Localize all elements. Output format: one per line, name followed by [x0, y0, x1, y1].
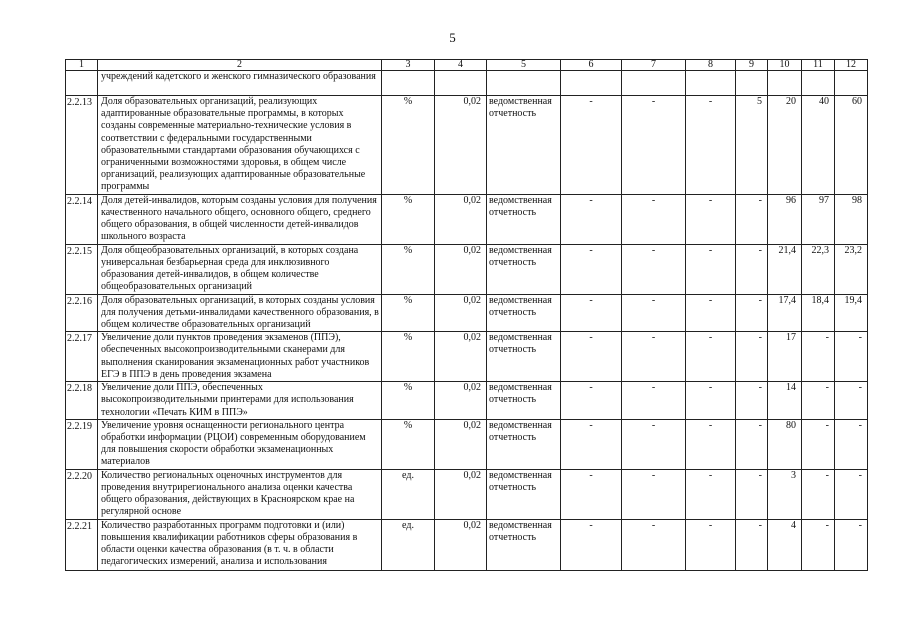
cell-code: 2.2.15: [66, 244, 98, 294]
cell-c12: -: [835, 469, 868, 519]
cell-c6: -: [561, 419, 622, 469]
cell-unit: %: [382, 419, 435, 469]
cell-c12: 98: [835, 194, 868, 244]
cell-c10: 4: [768, 519, 802, 570]
header-cell: 7: [622, 60, 686, 71]
table-row: [66, 469, 868, 519]
cell-c11: 22,3: [802, 244, 835, 294]
cell-name: Количество разработанных программ подготовки и (или) повышения квалификации работников сферы образования в области оценки качества образования (в т. ч. в области педагогических измерений, анализа и использования: [98, 519, 382, 570]
cell-c8: -: [686, 469, 736, 519]
cell-c9: -: [736, 382, 768, 420]
cell-c11: 18,4: [802, 294, 835, 332]
cell-c11: -: [802, 332, 835, 382]
cell-unit: %: [382, 294, 435, 332]
cell-c7: -: [622, 519, 686, 570]
cell-c6: -: [561, 469, 622, 519]
cell-c12: 19,4: [835, 294, 868, 332]
cell-name: Увеличение уровня оснащенности регионального центра обработки информации (РЦОИ) современным оборудованием для повышения скорости обработки экзаменационных материалов: [98, 419, 382, 469]
cell-c10: 17,4: [768, 294, 802, 332]
header-cell: 1: [66, 60, 98, 71]
cell-c12: [835, 71, 868, 96]
cell-code: 2.2.18: [66, 382, 98, 420]
cell-name: Увеличение доли пунктов проведения экзаменов (ППЭ), обеспеченных высокопроизводительными сканерами для выполнения сканирования экзаменационных работ участников ЕГЭ в ППЭ в день проведения экзамена: [98, 332, 382, 382]
cell-c10: 17: [768, 332, 802, 382]
table-row: [66, 71, 868, 96]
cell-weight: 0,02: [435, 96, 487, 195]
cell-source: ведомственная отчетность: [487, 194, 561, 244]
cell-c10: 21,4: [768, 244, 802, 294]
cell-code: 2.2.20: [66, 469, 98, 519]
cell-c12: 23,2: [835, 244, 868, 294]
cell-c12: -: [835, 519, 868, 570]
header-cell: 4: [435, 60, 487, 71]
cell-c8: -: [686, 419, 736, 469]
page-number: 5: [449, 30, 456, 45]
cell-code: [66, 71, 98, 96]
cell-c11: 97: [802, 194, 835, 244]
cell-c12: 60: [835, 96, 868, 195]
table-row: [66, 96, 868, 195]
cell-c10: 80: [768, 419, 802, 469]
table-row: [66, 244, 868, 294]
table-row: [66, 332, 868, 382]
cell-weight: 0,02: [435, 244, 487, 294]
cell-c6: [561, 71, 622, 96]
cell-c8: -: [686, 332, 736, 382]
cell-c6: -: [561, 382, 622, 420]
cell-unit: %: [382, 96, 435, 195]
table-row: [66, 382, 868, 420]
cell-c7: -: [622, 244, 686, 294]
cell-name: Доля образовательных организаций, в которых созданы условия для получения детьми-инвалидами качественного образования, в общем количестве образовательных организаций: [98, 294, 382, 332]
cell-weight: 0,02: [435, 294, 487, 332]
cell-c8: -: [686, 519, 736, 570]
cell-source: [487, 71, 561, 96]
cell-c10: 14: [768, 382, 802, 420]
header-cell: 10: [768, 60, 802, 71]
cell-c7: -: [622, 469, 686, 519]
cell-unit: %: [382, 194, 435, 244]
cell-c12: -: [835, 332, 868, 382]
cell-c6: -: [561, 519, 622, 570]
cell-code: 2.2.17: [66, 332, 98, 382]
cell-c10: 96: [768, 194, 802, 244]
cell-c9: 5: [736, 96, 768, 195]
cell-c8: -: [686, 294, 736, 332]
header-cell: 8: [686, 60, 736, 71]
cell-c9: -: [736, 332, 768, 382]
cell-source: ведомственная отчетность: [487, 519, 561, 570]
cell-name: Доля образовательных организаций, реализующих адаптированные образовательные программы, в которых созданы современные материально-технические условия в соответствии с федеральными государственными образовательными стандартами образования обучающихся с ограниченными возможностями здоровья, в общем числе организаций, реализующих адаптированные образовательные программы: [98, 96, 382, 195]
cell-name: Доля общеобразовательных организаций, в которых создана универсальная безбарьерная среда для инклюзивного образования детей-инвалидов, в общем количестве общеобразовательных организаций: [98, 244, 382, 294]
cell-c11: -: [802, 469, 835, 519]
cell-source: ведомственная отчетность: [487, 419, 561, 469]
cell-c9: -: [736, 469, 768, 519]
header-cell: 3: [382, 60, 435, 71]
cell-code: 2.2.21: [66, 519, 98, 570]
cell-c6: -: [561, 194, 622, 244]
cell-c9: -: [736, 244, 768, 294]
header-cell: 2: [98, 60, 382, 71]
cell-c7: -: [622, 294, 686, 332]
cell-c9: -: [736, 294, 768, 332]
header-cell: 12: [835, 60, 868, 71]
indicators-table: [65, 59, 868, 571]
cell-weight: 0,02: [435, 382, 487, 420]
cell-c11: 40: [802, 96, 835, 195]
cell-unit: %: [382, 332, 435, 382]
cell-c11: [802, 71, 835, 96]
cell-c9: -: [736, 194, 768, 244]
cell-c9: -: [736, 419, 768, 469]
cell-c11: -: [802, 382, 835, 420]
cell-c8: -: [686, 194, 736, 244]
cell-c8: -: [686, 96, 736, 195]
cell-unit: [382, 71, 435, 96]
cell-name: учреждений кадетского и женского гимназического образования: [98, 71, 382, 96]
cell-unit: %: [382, 244, 435, 294]
cell-source: ведомственная отчетность: [487, 382, 561, 420]
cell-source: ведомственная отчетность: [487, 244, 561, 294]
cell-c8: [686, 71, 736, 96]
cell-code: 2.2.16: [66, 294, 98, 332]
cell-unit: ед.: [382, 519, 435, 570]
cell-weight: 0,02: [435, 469, 487, 519]
cell-c9: -: [736, 519, 768, 570]
cell-c7: -: [622, 96, 686, 195]
cell-c9: [736, 71, 768, 96]
cell-c10: 20: [768, 96, 802, 195]
cell-code: 2.2.19: [66, 419, 98, 469]
cell-name: Доля детей-инвалидов, которым созданы условия для получения качественного начального общего, основного общего, среднего общего образования, в общей численности детей-инвалидов школьного возраста: [98, 194, 382, 244]
header-cell: 9: [736, 60, 768, 71]
header-cell: 6: [561, 60, 622, 71]
cell-c8: -: [686, 244, 736, 294]
cell-name: Количество региональных оценочных инструментов для проведения внутрирегионального анализа оценки качества общего образования, действующих в Красноярском крае на регулярной основе: [98, 469, 382, 519]
header-cell: 5: [487, 60, 561, 71]
cell-c11: -: [802, 419, 835, 469]
cell-c10: [768, 71, 802, 96]
cell-c8: -: [686, 382, 736, 420]
cell-c6: -: [561, 294, 622, 332]
header-cell: 11: [802, 60, 835, 71]
cell-code: 2.2.13: [66, 96, 98, 195]
table-row: [66, 294, 868, 332]
cell-c10: 3: [768, 469, 802, 519]
cell-c7: -: [622, 194, 686, 244]
cell-code: 2.2.14: [66, 194, 98, 244]
cell-unit: %: [382, 382, 435, 420]
cell-source: ведомственная отчетность: [487, 294, 561, 332]
cell-c6: -: [561, 332, 622, 382]
cell-weight: 0,02: [435, 419, 487, 469]
cell-unit: ед.: [382, 469, 435, 519]
cell-c12: -: [835, 382, 868, 420]
cell-c7: -: [622, 419, 686, 469]
cell-c7: -: [622, 382, 686, 420]
table-row: [66, 419, 868, 469]
cell-source: ведомственная отчетность: [487, 332, 561, 382]
cell-c6: -: [561, 96, 622, 195]
cell-weight: 0,02: [435, 332, 487, 382]
cell-c7: [622, 71, 686, 96]
cell-source: ведомственная отчетность: [487, 469, 561, 519]
cell-weight: 0,02: [435, 519, 487, 570]
cell-name: Увеличение доли ППЭ, обеспеченных высокопроизводительными принтерами для использования технологии «Печать КИМ в ППЭ»: [98, 382, 382, 420]
cell-c7: -: [622, 332, 686, 382]
table-row: [66, 194, 868, 244]
header-row: [66, 60, 868, 71]
cell-weight: [435, 71, 487, 96]
cell-c12: -: [835, 419, 868, 469]
cell-weight: 0,02: [435, 194, 487, 244]
cell-c11: -: [802, 519, 835, 570]
cell-c6: -: [561, 244, 622, 294]
table-row: [66, 519, 868, 570]
cell-source: ведомственная отчетность: [487, 96, 561, 195]
